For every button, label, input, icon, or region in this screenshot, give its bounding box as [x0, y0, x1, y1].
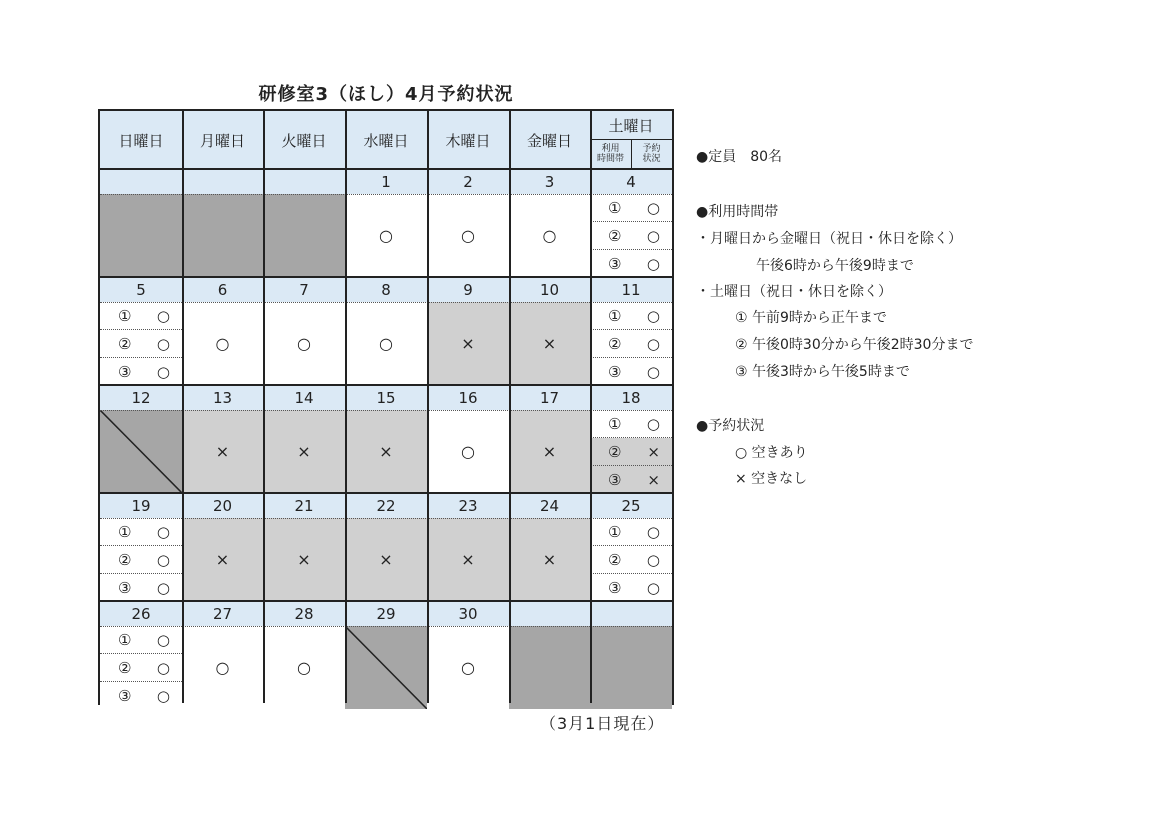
slot-number: ②: [608, 226, 622, 245]
weekday-header: 金曜日: [509, 111, 590, 169]
saturday-sub-divider: [631, 139, 632, 169]
date-row-divider: [100, 302, 672, 303]
date-cell: 10: [509, 277, 590, 302]
slot-status: ○: [646, 334, 660, 353]
slot-number: ③: [608, 470, 622, 489]
slot-number: ②: [608, 550, 622, 569]
slot-status: ○: [646, 414, 660, 433]
date-cell: 8: [345, 277, 427, 302]
week-divider: [100, 168, 672, 170]
slot-status: ○: [646, 306, 660, 325]
availability-cell[interactable]: ×: [345, 410, 427, 493]
date-cell: 2: [427, 169, 509, 194]
slot-number: ①: [608, 414, 622, 433]
date-cell: 15: [345, 385, 427, 410]
slot-status: ○: [646, 522, 660, 541]
availability-cell[interactable]: ○: [427, 410, 509, 493]
hours-heading: ●利用時間帯: [696, 204, 779, 220]
slot-status: ○: [156, 362, 170, 381]
date-cell: 18: [590, 385, 672, 410]
time-slot-row[interactable]: [100, 574, 182, 601]
date-cell: 23: [427, 493, 509, 518]
slot-status: ○: [646, 198, 660, 217]
slot-number: ①: [118, 630, 132, 649]
availability-cell[interactable]: ×: [182, 518, 263, 601]
diagonal-line: [100, 410, 182, 493]
capacity-text: ●定員 80名: [696, 149, 783, 165]
status-subheader-line: 状況: [642, 154, 661, 164]
slot-status: ×: [647, 470, 660, 489]
saturday-rule: ・土曜日（祝日・休日を除く）: [696, 284, 892, 300]
availability-cell[interactable]: ○: [345, 194, 427, 277]
date-cell: 24: [509, 493, 590, 518]
page-title: 研修室3（ほし）4月予約状況: [258, 84, 514, 105]
slot-status: ○: [156, 578, 170, 597]
time-slot-row[interactable]: [590, 330, 672, 358]
date-cell: 1: [345, 169, 427, 194]
date-cell: 27: [182, 601, 263, 626]
availability-cell[interactable]: ○: [345, 302, 427, 385]
weekday-header: 日曜日: [100, 111, 182, 169]
weekday-header: 木曜日: [427, 111, 509, 169]
time-slot-row[interactable]: [590, 358, 672, 385]
date-cell: 14: [263, 385, 345, 410]
availability-cell[interactable]: ×: [427, 302, 509, 385]
slot-number: ①: [118, 522, 132, 541]
availability-cell[interactable]: ×: [509, 302, 590, 385]
availability-cell[interactable]: ○: [427, 194, 509, 277]
date-cell: [590, 601, 672, 626]
availability-cell[interactable]: ×: [509, 410, 590, 493]
slot-status: ○: [646, 226, 660, 245]
slot-number: ②: [608, 334, 622, 353]
date-cell: 16: [427, 385, 509, 410]
time-slot-row[interactable]: [590, 574, 672, 601]
availability-cell[interactable]: ○: [263, 302, 345, 385]
time-slot-row[interactable]: [590, 438, 672, 466]
column-divider: [182, 111, 184, 703]
time-slot-row[interactable]: [590, 222, 672, 250]
date-cell: [263, 169, 345, 194]
availability-cell[interactable]: ×: [427, 518, 509, 601]
time-slot-row[interactable]: [590, 466, 672, 493]
date-cell: 25: [590, 493, 672, 518]
date-cell: 7: [263, 277, 345, 302]
slot-number: ③: [608, 362, 622, 381]
time-slot-row[interactable]: [100, 302, 182, 330]
slot-number: ②: [118, 334, 132, 353]
time-slot-row[interactable]: [590, 410, 672, 438]
slot-status: ×: [647, 442, 660, 461]
slot-status: ○: [646, 578, 660, 597]
availability-cell[interactable]: ×: [345, 518, 427, 601]
date-cell: 22: [345, 493, 427, 518]
saturday-header-label: 土曜日: [608, 116, 654, 135]
column-divider: [590, 111, 592, 703]
time-slot-row[interactable]: [100, 546, 182, 574]
weekday-header: 月曜日: [182, 111, 263, 169]
column-divider: [345, 111, 347, 703]
availability-cell[interactable]: ○: [263, 626, 345, 709]
availability-cell[interactable]: ×: [509, 518, 590, 601]
availability-cell[interactable]: ×: [263, 518, 345, 601]
weekday-header: 水曜日: [345, 111, 427, 169]
time-slot-row[interactable]: [100, 654, 182, 682]
date-cell: 9: [427, 277, 509, 302]
availability-cell[interactable]: ○: [509, 194, 590, 277]
status-heading: ●予約状況: [696, 418, 765, 434]
date-cell: [182, 169, 263, 194]
date-cell: 29: [345, 601, 427, 626]
date-cell: 5: [100, 277, 182, 302]
slot-status: ○: [156, 522, 170, 541]
availability-cell[interactable]: ×: [263, 410, 345, 493]
slot-number: ③: [118, 578, 132, 597]
date-cell: 21: [263, 493, 345, 518]
column-divider: [509, 111, 511, 703]
slot-number: ③: [608, 254, 622, 273]
week-divider: [100, 600, 672, 602]
slot-number: ①: [608, 198, 622, 217]
closed-cell: [590, 626, 672, 709]
slot-number: ③: [118, 362, 132, 381]
time-slot-row[interactable]: [590, 302, 672, 330]
time-slot-row[interactable]: [100, 682, 182, 709]
weekday-hours: 午後6時から午後9時まで: [756, 258, 914, 274]
week-divider: [100, 384, 672, 386]
status-subheader-line: 予約: [642, 144, 661, 154]
date-cell: 3: [509, 169, 590, 194]
date-cell: 6: [182, 277, 263, 302]
date-cell: 26: [100, 601, 182, 626]
availability-cell[interactable]: ○: [427, 626, 509, 709]
slot-status: ○: [646, 550, 660, 569]
date-cell: 19: [100, 493, 182, 518]
time-slot-row[interactable]: [100, 626, 182, 654]
closed-diagonal-cell: [100, 410, 182, 493]
column-divider: [263, 111, 265, 703]
status-full: × 空きなし: [735, 471, 808, 487]
time-slot-row[interactable]: [590, 250, 672, 277]
slot-number: ②: [608, 442, 622, 461]
slot-number: ①: [118, 306, 132, 325]
date-cell: 20: [182, 493, 263, 518]
closed-cell: [509, 626, 590, 709]
time-slot-row[interactable]: [100, 330, 182, 358]
date-row-divider: [100, 194, 672, 195]
usage-subheader-line: 時間帯: [596, 154, 624, 164]
date-row-divider: [100, 518, 672, 519]
slot-status: ○: [156, 334, 170, 353]
slot-number: ②: [118, 658, 132, 677]
reservation-calendar: [98, 109, 674, 705]
slot-number: ①: [608, 306, 622, 325]
slot-status: ○: [156, 658, 170, 677]
time-slot-row[interactable]: [100, 518, 182, 546]
saturday-slot-2: ② 午後0時30分から午後2時30分まで: [735, 337, 974, 353]
date-cell: 11: [590, 277, 672, 302]
slot-number: ③: [118, 686, 132, 705]
availability-cell[interactable]: ○: [182, 302, 263, 385]
closed-cell: [182, 194, 263, 277]
date-row-divider: [100, 410, 672, 411]
weekday-header: 火曜日: [263, 111, 345, 169]
date-cell: 12: [100, 385, 182, 410]
slot-status: ○: [156, 550, 170, 569]
date-cell: [100, 169, 182, 194]
status-subheader: [631, 139, 672, 169]
usage-subheader: [590, 139, 631, 169]
saturday-slot-3: ③ 午後3時から午後5時まで: [735, 364, 910, 380]
weekday-rule: ・月曜日から金曜日（祝日・休日を除く）: [696, 231, 962, 247]
slot-number: ②: [118, 550, 132, 569]
availability-cell[interactable]: ×: [182, 410, 263, 493]
slot-number: ③: [608, 578, 622, 597]
slot-status: ○: [646, 254, 660, 273]
slot-status: ○: [156, 306, 170, 325]
slot-status: ○: [156, 630, 170, 649]
slot-status: ○: [646, 362, 660, 381]
week-divider: [100, 276, 672, 278]
date-cell: 17: [509, 385, 590, 410]
date-cell: [509, 601, 590, 626]
time-slot-row[interactable]: [590, 194, 672, 222]
usage-subheader-line: 利用: [601, 144, 620, 154]
date-cell: 30: [427, 601, 509, 626]
closed-diagonal-cell: [345, 626, 427, 709]
date-cell: 13: [182, 385, 263, 410]
saturday-slot-1: ① 午前9時から正午まで: [735, 310, 887, 326]
as-of-date: （3月1日現在）: [540, 714, 665, 733]
diagonal-line: [345, 626, 427, 709]
date-cell: 28: [263, 601, 345, 626]
time-slot-row[interactable]: [590, 518, 672, 546]
slot-status: ○: [156, 686, 170, 705]
slot-number: ①: [608, 522, 622, 541]
date-row-divider: [100, 626, 672, 627]
date-cell: 4: [590, 169, 672, 194]
availability-cell[interactable]: ○: [182, 626, 263, 709]
column-divider: [427, 111, 429, 703]
closed-cell: [263, 194, 345, 277]
time-slot-row[interactable]: [100, 358, 182, 385]
closed-cell: [100, 194, 182, 277]
week-divider: [100, 492, 672, 494]
time-slot-row[interactable]: [590, 546, 672, 574]
status-available: ○ 空きあり: [735, 445, 808, 461]
